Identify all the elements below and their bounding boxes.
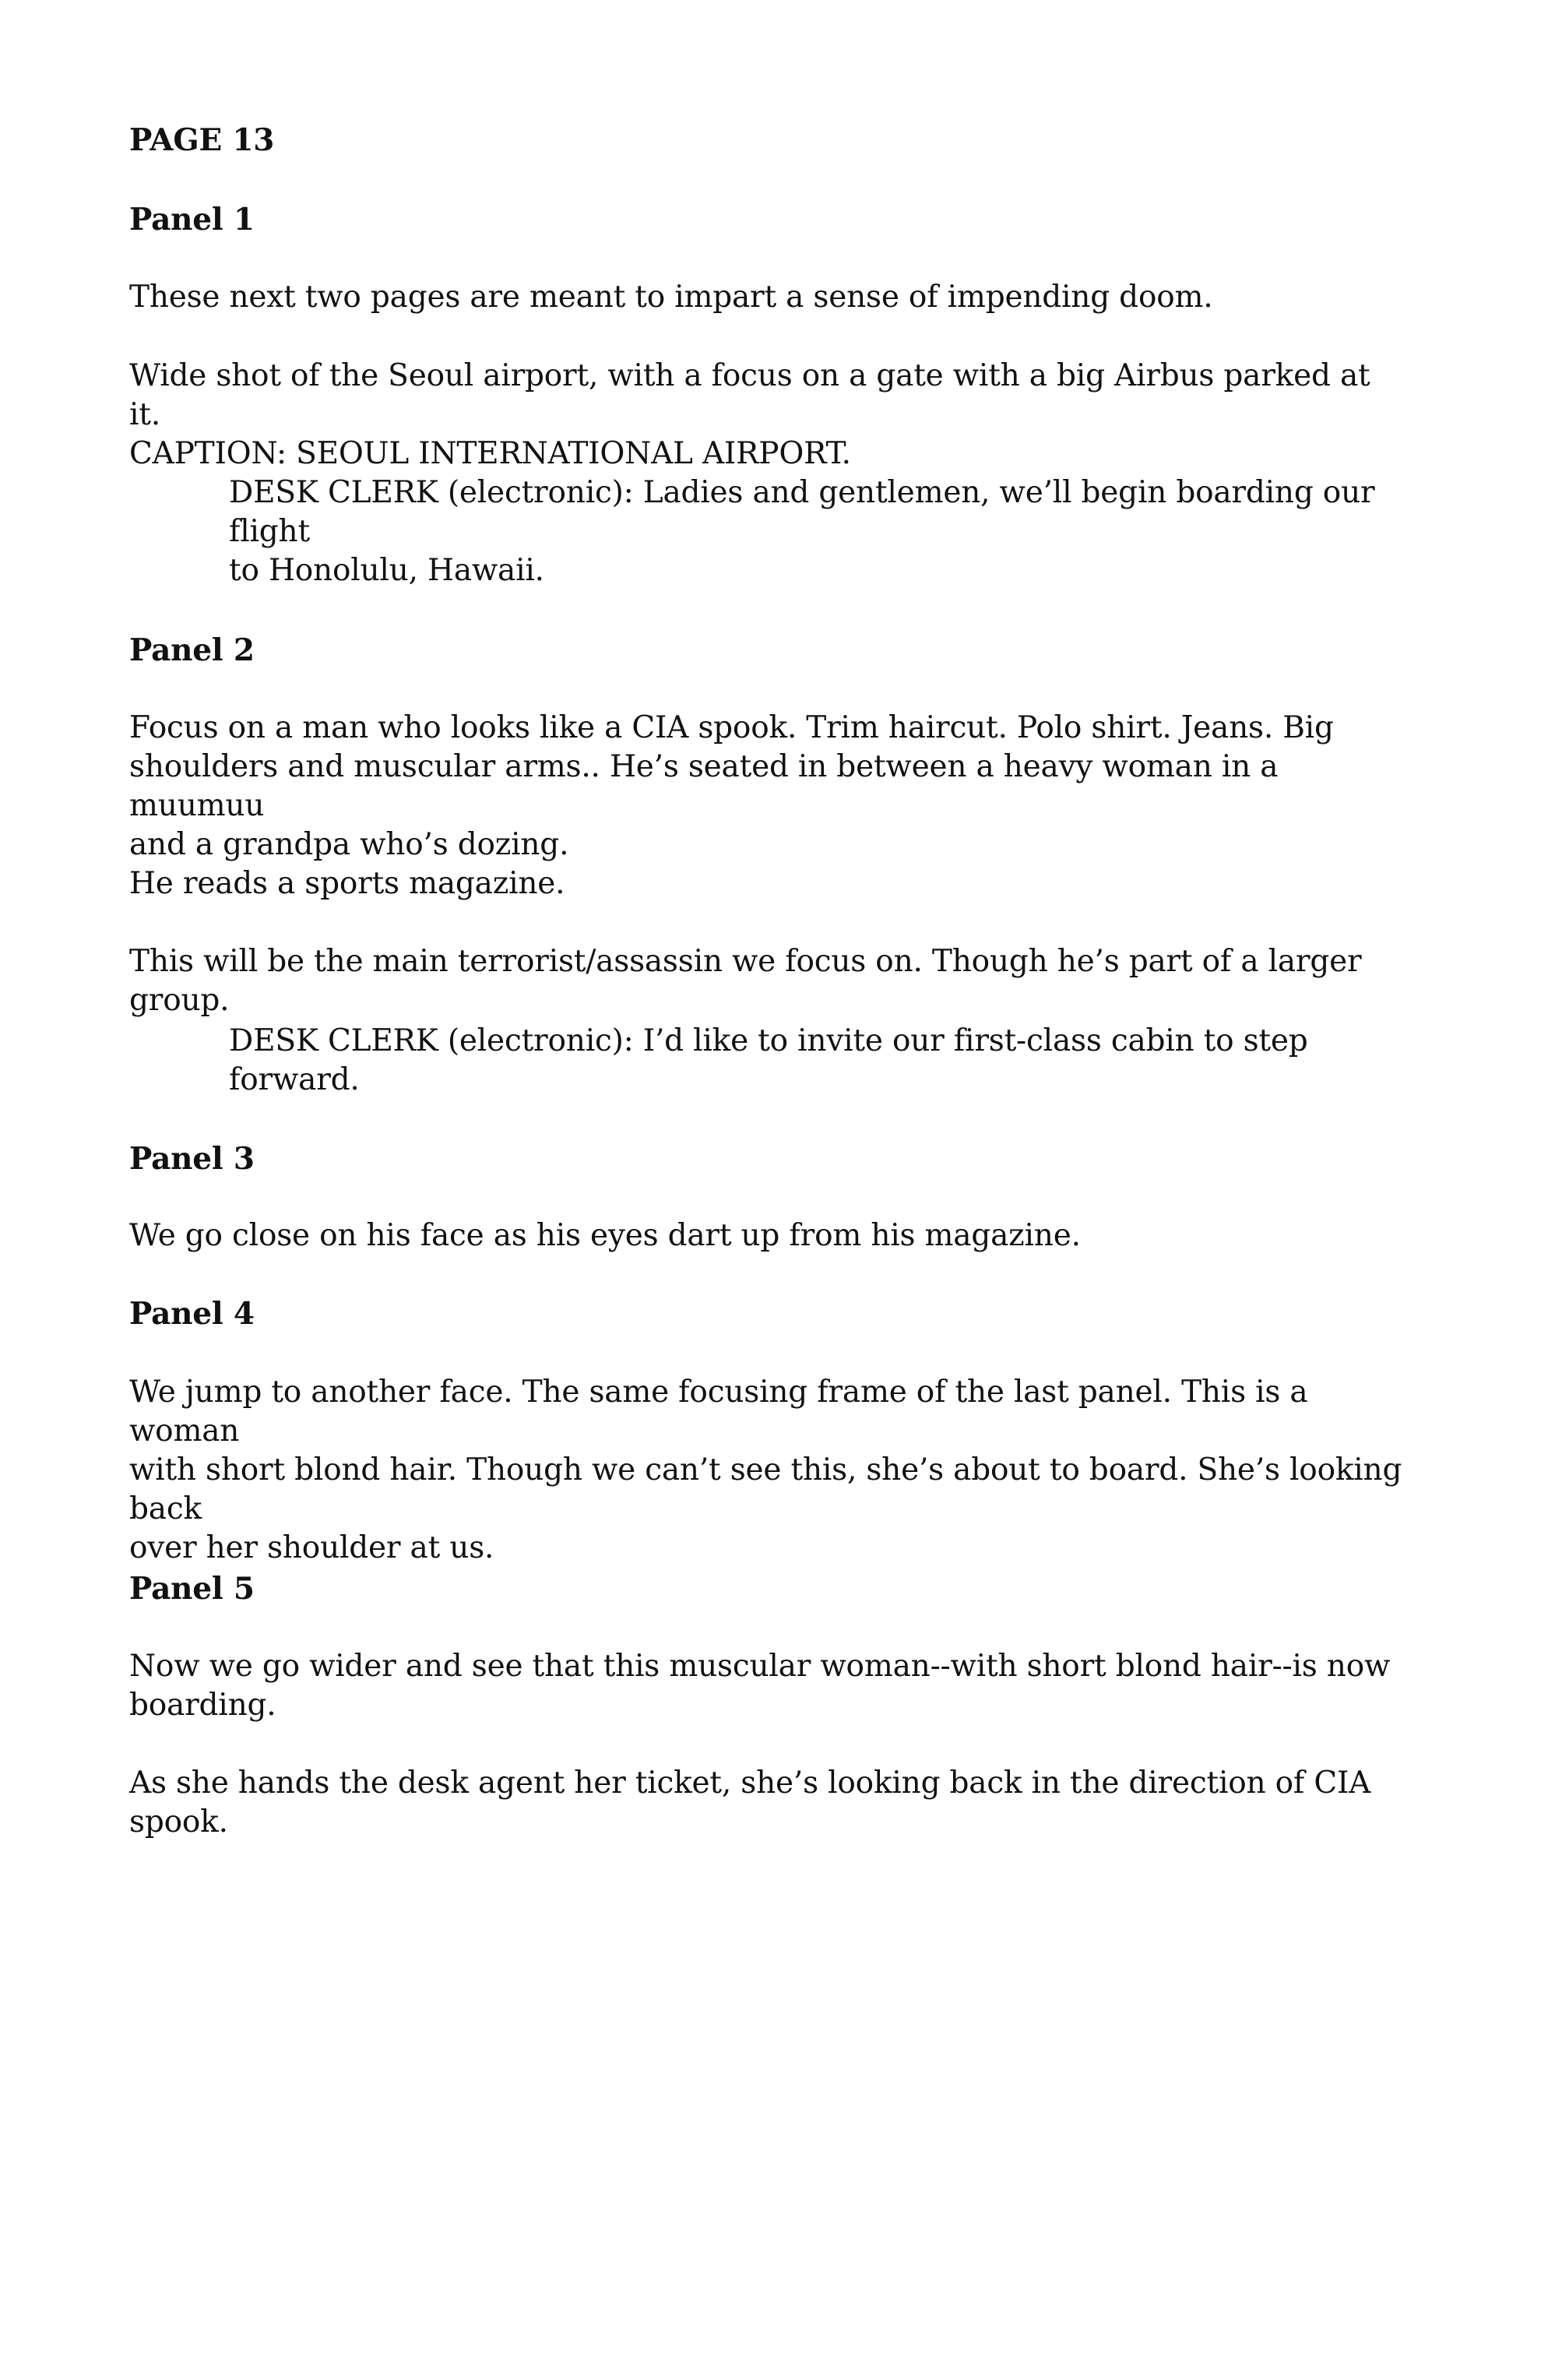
panel-4-heading: Panel 4 bbox=[129, 1296, 255, 1332]
panel-1-dialogue: DESK CLERK (electronic): Ladies and gentlemen, we’ll begin boarding our flight to Honolulu, Hawaii. bbox=[229, 475, 1375, 588]
panel-1-heading: Panel 1 bbox=[129, 202, 255, 238]
page-title: PAGE 13 bbox=[129, 122, 275, 158]
panel-2-dialogue: DESK CLERK (electronic): I’d like to invite our first-class cabin to step forward. bbox=[229, 1023, 1308, 1097]
panel-2-heading: Panel 2 bbox=[129, 632, 255, 668]
panel-2-paragraph: He reads a sports magazine. bbox=[129, 866, 565, 901]
panel-2-paragraph: Focus on a man who looks like a CIA spook. Trim haircut. Polo shirt. Jeans. Big shoulders and muscular arms.. He’s seated in between a heavy woman in a muumuu and a grandpa who’s dozing. bbox=[129, 710, 1334, 862]
panel-5-paragraph: As she hands the desk agent her ticket, she’s looking back in the direction of CIA spook. bbox=[129, 1766, 1371, 1840]
panel-2-paragraph: This will be the main terrorist/assassin we focus on. Though he’s part of a larger group. bbox=[129, 944, 1362, 1018]
panel-3-heading: Panel 3 bbox=[129, 1141, 255, 1177]
panel-1-paragraph: Wide shot of the Seoul airport, with a focus on a gate with a big Airbus parked at it. CAPTION: SEOUL INTERNATIONAL AIRPORT. bbox=[129, 358, 1370, 471]
panel-4-paragraph: We jump to another face. The same focusing frame of the last panel. This is a woman with short blond hair. Though we can’t see this, she’s about to board. She’s looking back over her shoulder at us. bbox=[129, 1375, 1402, 1565]
panel-3-paragraph: We go close on his face as his eyes dart up from his magazine. bbox=[129, 1218, 1081, 1253]
panel-5-heading: Panel 5 bbox=[129, 1571, 255, 1607]
panel-1-paragraph: These next two pages are meant to impart a sense of impending doom. bbox=[129, 280, 1213, 315]
panel-5-paragraph: Now we go wider and see that this muscular woman--with short blond hair--is now boarding. bbox=[129, 1649, 1391, 1723]
